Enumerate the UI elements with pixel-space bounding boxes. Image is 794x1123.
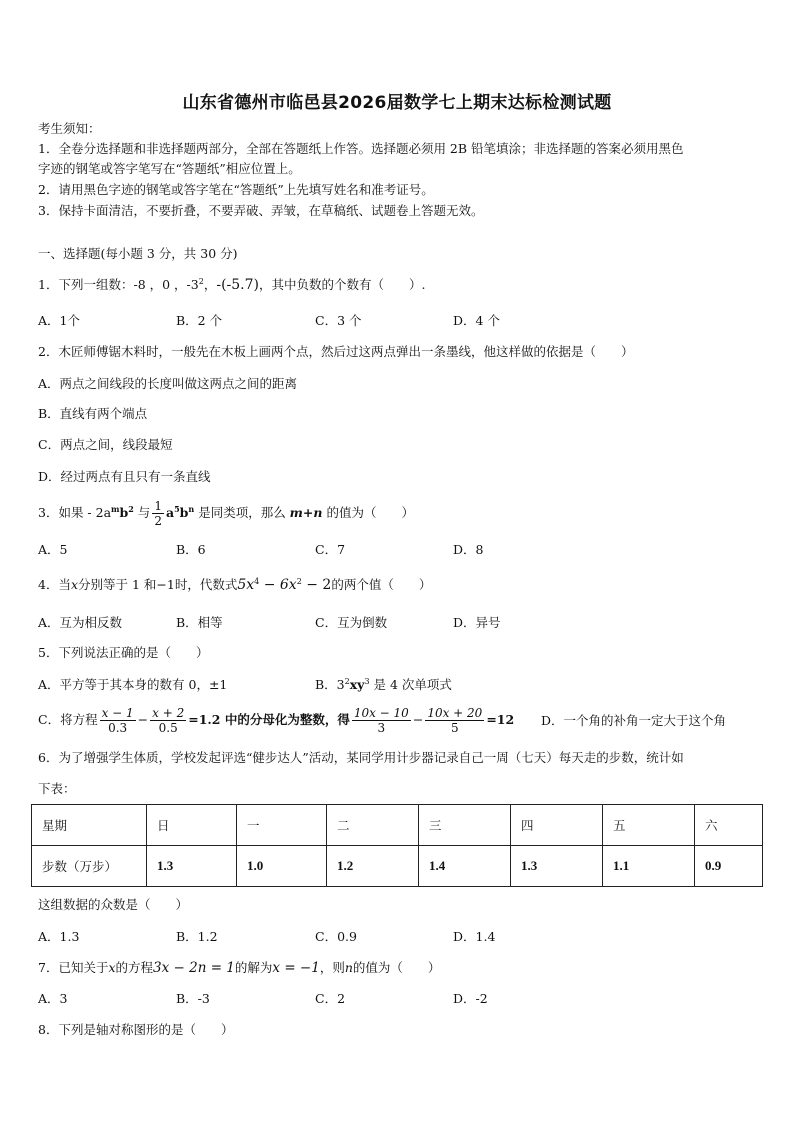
table-header-row [32,805,763,846]
question-8-stem: 8．下列是轴对称图形的是（ ） [38,1022,234,1037]
q7-mid2: 的解为 [234,960,273,975]
table-cell: 1.1 [603,846,695,887]
q4-expr-a: 5x [237,577,255,593]
notice-item-3: 3．保持卡面清洁，不要折叠，不要弄破、弄皱，在草稿纸、试题卷上答题无效。 [38,203,484,218]
table-cell: 二 [327,805,419,846]
q5-frac2-den: 0.5 [158,721,178,735]
q5-frac-4 [425,706,484,735]
notice-item-2: 2．请用黑色字迹的钢笔或答字笔在“答题纸”上先填写姓名和准考证号。 [38,182,434,197]
q2-option-b[interactable]: B．直线有两个端点 [38,406,148,421]
q4-option-b[interactable]: B．相等 [176,615,223,630]
q1-option-d[interactable]: D．4 个 [453,313,500,328]
q7-mid1: 的方程 [115,960,154,975]
steps-table [31,804,763,887]
q4-option-a[interactable]: A．互为相反数 [38,615,123,630]
q6-option-c[interactable]: C．0.9 [315,929,357,944]
q5-option-d[interactable]: D．一个角的补角一定大于这个角 [541,713,727,728]
q3-b: b [119,505,129,520]
q4-exp-4: 4 [254,577,260,586]
q5-frac3-num: 10x − 10 [353,706,409,720]
q4-expr-c: − 2 [301,577,332,593]
question-6-stem-cont: 下表： [38,781,76,796]
q3-sup-m: m [111,504,120,514]
table-cell: 四 [511,805,603,846]
q5-minus-2: − [412,712,424,727]
table-cell: 星期 [32,805,147,846]
question-5-stem: 5．下列说法正确的是（ ） [38,645,209,660]
q1-option-c[interactable]: C．3 个 [315,313,362,328]
table-cell: 1.3 [511,846,603,887]
table-cell: 1.3 [147,846,237,887]
q1-exponent: 2 [198,277,204,286]
q5-frac-2 [150,706,186,735]
q4-var: x [70,577,79,592]
question-3-stem [38,496,414,530]
q6-question: 这组数据的众数是（ ） [38,897,189,912]
q7-prefix: 7．已知关于 [38,960,109,975]
q1-option-a[interactable]: A．1个 [38,313,80,328]
q7-var-x: x [108,960,116,975]
q3-m-plus-n: m+n [289,505,323,520]
q4-prefix: 4．当 [38,577,71,592]
table-row [32,846,763,887]
q4-mid: 分别等于 1 和−1时，代数式 [78,577,238,592]
q5-minus-1: − [137,712,149,727]
q7-mid3: ，则 [319,960,345,975]
q5-frac3-den: 3 [377,721,386,735]
q6-option-a[interactable]: A．1.3 [38,929,80,944]
table-cell: 五 [603,805,695,846]
q3-half-fraction [152,499,164,528]
q3-sup-5: 5 [174,504,180,514]
q3-option-c[interactable]: C．7 [315,542,346,557]
q4-option-c[interactable]: C．互为倒数 [315,615,388,630]
q5-option-b[interactable] [315,676,452,693]
q1-numbers: -8 ，0 ，-3 [133,277,199,292]
q3-suffix: 是同类项，那么 [194,505,290,520]
q3-frac-den: 2 [154,514,162,528]
q5-frac2-num: x + 2 [152,706,185,720]
q5-c-mid: =1.2 中的分母化为整数，得 [188,712,350,727]
section-heading: 一、选择题(每小题 3 分，共 30 分) [38,246,238,261]
q5-option-c[interactable] [38,700,514,740]
q3-a: a [165,505,175,520]
q1-option-b[interactable]: B．2 个 [176,313,223,328]
table-cell: 1.0 [237,846,327,887]
table-cell: 三 [419,805,511,846]
q3-frac-num: 1 [154,499,162,513]
q3-prefix: 3．如果 - 2a [38,505,112,520]
table-cell: 1.2 [327,846,419,887]
q3-option-a[interactable]: A．5 [38,542,68,557]
q3-and: 与 [133,505,151,520]
q6-option-d[interactable]: D．1.4 [453,929,496,944]
table-cell: 六 [695,805,763,846]
q5-c-prefix: C．将方程 [38,712,98,727]
q5-c-end: =12 [486,712,515,727]
q7-option-a[interactable]: A．3 [38,991,68,1006]
q3-suffix-end: 的值为（ ） [322,505,414,520]
q7-option-b[interactable]: B．-3 [176,991,210,1006]
table-cell: 一 [237,805,327,846]
question-6-stem: 6．为了增强学生体质，学校发起评选“健步达人”活动，某同学用计步器记录自己一周（七天）每天走的步数，统计如 [38,750,684,765]
q5-frac4-den: 5 [450,721,459,735]
q3-option-b[interactable]: B．6 [176,542,206,557]
q3-option-d[interactable]: D．8 [453,542,484,557]
q5-frac1-den: 0.3 [108,721,128,735]
q5-frac-1 [100,706,136,735]
q7-var-n: n [344,960,353,975]
page-title: 山东省德州市临邑县2026届数学七上期末达标检测试题 [182,93,612,113]
q1-comma: ， [203,277,217,292]
q2-option-c[interactable]: C．两点之间，线段最短 [38,437,173,452]
q1-suffix: ，其中负数的个数有（ ）. [259,277,426,292]
q2-option-a[interactable]: A．两点之间线段的长度叫做这两点之间的距离 [38,376,298,391]
q7-suffix: 的值为（ ） [352,960,441,975]
q1-paren-expression: -(-5.7) [216,277,259,293]
q7-equation: 3x − 2n = 1 [153,960,235,976]
question-1-stem [38,276,425,294]
q5-option-a[interactable]: A．平方等于其本身的数有 0，±1 [38,677,228,692]
q3-b2: b [179,505,189,520]
q2-option-d[interactable]: D．经过两点有且只有一条直线 [38,469,211,484]
q5-b-sup2: 2 [344,677,350,686]
q4-expr-b: − 6x [259,577,297,593]
q5-frac4-num: 10x + 20 [427,706,483,720]
q5-b-end: 是 4 次单项式 [369,677,452,692]
q4-suffix: 的两个值（ ） [331,577,432,592]
table-cell: 0.9 [695,846,763,887]
q7-solution: x = −1 [272,960,320,976]
notice-heading: 考生须知： [38,121,101,136]
table-row-label: 步数（万步） [32,846,147,887]
question-2-stem: 2．木匠师傅锯木料时，一般先在木板上画两个点，然后过这两点弹出一条墨线，他这样做的依据是（ ） [38,344,634,359]
q5-b-sup3: 3 [364,677,370,686]
notice-item-1a: 1．全卷分选择题和非选择题两部分，全部在答题纸上作答。选择题必须用 2B 铅笔填涂；非选择题的答案必须用黑色 [38,141,684,156]
q4-exp-2: 2 [296,577,302,586]
table-cell: 日 [147,805,237,846]
table-cell: 1.4 [419,846,511,887]
question-7-stem [38,959,440,977]
q5-b-xy: xy [349,677,365,692]
q5-frac-3 [352,706,411,735]
q5-b-prefix: B．3 [315,677,345,692]
q5-frac1-num: x − 1 [101,706,134,720]
q3-sup-n: n [188,504,195,514]
q1-prefix: 1．下列一组数： [38,277,134,292]
notice-item-1b: 字迹的钢笔或答字笔写在“答题纸”相应位置上。 [38,161,301,176]
question-4-stem [38,576,431,594]
q3-sup-2: 2 [128,504,134,514]
q7-option-c[interactable]: C．2 [315,991,346,1006]
q4-option-d[interactable]: D．异号 [453,615,501,630]
q7-option-d[interactable]: D．-2 [453,991,488,1006]
q6-option-b[interactable]: B．1.2 [176,929,218,944]
